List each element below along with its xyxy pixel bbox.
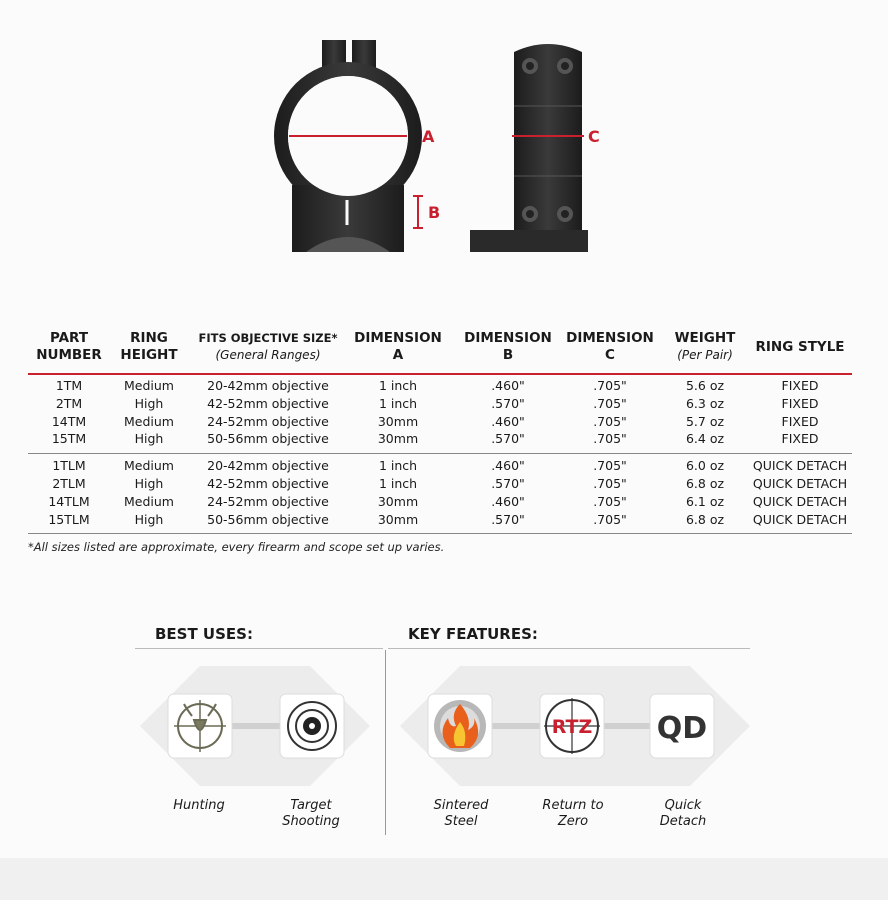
- cell-fits-objective: 42-52mm objective: [207, 395, 329, 411]
- cell-ring-style: QUICK DETACH: [752, 493, 848, 509]
- cell-ring-style: FIXED: [781, 378, 819, 393]
- label-target-shooting: Target Shooting: [282, 798, 340, 829]
- cell-part-number: 2TM: [55, 395, 83, 411]
- cell-dimension-b: .570": [491, 511, 525, 527]
- cell-dimension-b: .570": [491, 431, 525, 447]
- rtz-badge-text: RTZ: [551, 716, 593, 738]
- cell-weight: 6.1 oz: [685, 493, 725, 509]
- cell-dimension-c: .705": [593, 378, 627, 393]
- cell-ring-style: FIXED: [781, 431, 819, 447]
- cell-weight: 6.3 oz: [685, 395, 725, 411]
- cell-fits-objective: 50-56mm objective: [207, 511, 329, 527]
- spec-table-header: [28, 330, 852, 374]
- header-divider: [28, 373, 852, 375]
- cell-ring-height: Medium: [124, 378, 174, 393]
- label-a: A: [422, 127, 435, 146]
- header-fits-objective: FITS OBJECTIVE SIZE* (General Ranges): [198, 331, 338, 362]
- cell-part-number: 1TLM: [52, 458, 86, 474]
- cell-ring-style: QUICK DETACH: [752, 475, 848, 491]
- best-uses-rule: [135, 648, 383, 649]
- cell-dimension-a: 30mm: [377, 431, 419, 447]
- table-row: [28, 378, 852, 396]
- cell-part-number: 14TLM: [48, 493, 90, 509]
- flame-icon: [428, 694, 492, 758]
- cell-dimension-a: 1 inch: [378, 395, 418, 411]
- target-icon: [280, 694, 344, 758]
- table-row: [28, 431, 852, 449]
- qd-icon: [650, 694, 714, 758]
- cell-ring-height: High: [134, 431, 164, 447]
- best-uses-title: BEST USES:: [155, 625, 253, 643]
- table-row: [28, 414, 852, 432]
- cell-dimension-c: .705": [593, 493, 627, 509]
- cell-dimension-a: 1 inch: [378, 378, 418, 393]
- cell-ring-height: High: [134, 395, 164, 411]
- feature-icons: [0, 660, 888, 820]
- label-return-to-zero: Return to Zero: [542, 798, 604, 829]
- cell-dimension-b: .460": [491, 458, 525, 474]
- header-dimension-c: DIMENSION C: [566, 330, 654, 363]
- cell-ring-height: Medium: [124, 413, 174, 429]
- cell-weight: 6.8 oz: [685, 511, 725, 527]
- cell-dimension-c: .705": [593, 431, 627, 447]
- ring-drawings: [0, 0, 888, 300]
- cell-fits-objective: 50-56mm objective: [207, 431, 329, 447]
- cell-dimension-a: 30mm: [377, 413, 419, 429]
- cell-dimension-c: .705": [593, 475, 627, 491]
- sizes-footnote: *All sizes listed are approximate, every firearm and scope set up varies.: [28, 540, 445, 554]
- header-ring-style: RING STYLE: [755, 339, 845, 355]
- table-row: [28, 512, 852, 530]
- cell-dimension-c: .705": [593, 413, 627, 429]
- label-b: B: [428, 203, 441, 222]
- cell-dimension-b: .460": [491, 378, 525, 393]
- front-ring-view: [274, 40, 423, 252]
- table-row: [28, 458, 852, 476]
- cell-dimension-a: 30mm: [377, 511, 419, 527]
- header-weight: WEIGHT (Per Pair): [674, 330, 736, 362]
- cell-ring-style: QUICK DETACH: [752, 511, 848, 527]
- deer-crosshair-icon: [168, 694, 232, 758]
- cell-dimension-a: 1 inch: [378, 458, 418, 474]
- cell-ring-height: Medium: [124, 458, 174, 474]
- cell-ring-style: FIXED: [781, 413, 819, 429]
- cell-part-number: 1TM: [55, 378, 83, 393]
- key-features-title: KEY FEATURES:: [408, 625, 538, 643]
- cell-ring-height: Medium: [124, 493, 174, 509]
- header-ring-height: RING HEIGHT: [120, 330, 178, 363]
- cell-fits-objective: 20-42mm objective: [207, 458, 329, 474]
- cell-dimension-b: .460": [491, 413, 525, 429]
- cell-weight: 6.0 oz: [685, 458, 725, 474]
- footer-band: [0, 858, 888, 900]
- cell-part-number: 14TM: [51, 413, 87, 429]
- cell-part-number: 2TLM: [52, 475, 86, 491]
- header-dimension-a: DIMENSION A: [354, 330, 442, 363]
- cell-ring-height: High: [134, 475, 164, 491]
- cell-weight: 5.7 oz: [685, 413, 725, 429]
- cell-ring-style: QUICK DETACH: [752, 458, 848, 474]
- label-c: C: [588, 127, 600, 146]
- group-divider: [28, 453, 852, 454]
- cell-dimension-c: .705": [593, 511, 627, 527]
- cell-dimension-b: .570": [491, 395, 525, 411]
- label-sintered-steel: Sintered Steel: [433, 798, 489, 829]
- table-row: [28, 494, 852, 512]
- table-row: [28, 396, 852, 414]
- cell-weight: 6.8 oz: [685, 475, 725, 491]
- table-row: [28, 476, 852, 494]
- rtz-icon: [540, 694, 604, 758]
- cell-dimension-b: .570": [491, 475, 525, 491]
- cell-dimension-b: .460": [491, 493, 525, 509]
- cell-dimension-c: .705": [593, 395, 627, 411]
- label-hunting: Hunting: [173, 798, 225, 813]
- cell-dimension-c: .705": [593, 458, 627, 474]
- ring-dimension-diagram: [0, 0, 888, 300]
- header-dimension-b: DIMENSION B: [464, 330, 552, 363]
- cell-fits-objective: 20-42mm objective: [207, 378, 329, 393]
- cell-fits-objective: 42-52mm objective: [207, 475, 329, 491]
- cell-ring-height: High: [134, 511, 164, 527]
- label-quick-detach: Quick Detach: [659, 798, 707, 829]
- side-ring-view: [470, 44, 588, 252]
- cell-weight: 6.4 oz: [685, 431, 725, 447]
- cell-fits-objective: 24-52mm objective: [207, 493, 329, 509]
- spec-table-body: [28, 378, 852, 538]
- qd-badge-text: QD: [656, 711, 708, 746]
- cell-ring-style: FIXED: [781, 395, 819, 411]
- cell-weight: 5.6 oz: [685, 378, 725, 393]
- header-part-number: PART NUMBER: [36, 330, 102, 363]
- cell-part-number: 15TM: [51, 431, 87, 447]
- cell-fits-objective: 24-52mm objective: [207, 413, 329, 429]
- cell-dimension-a: 30mm: [377, 493, 419, 509]
- spec-table: [28, 330, 852, 527]
- table-bottom-rule: [28, 533, 852, 534]
- cell-dimension-a: 1 inch: [378, 475, 418, 491]
- key-features-rule: [388, 648, 750, 649]
- cell-part-number: 15TLM: [48, 511, 90, 527]
